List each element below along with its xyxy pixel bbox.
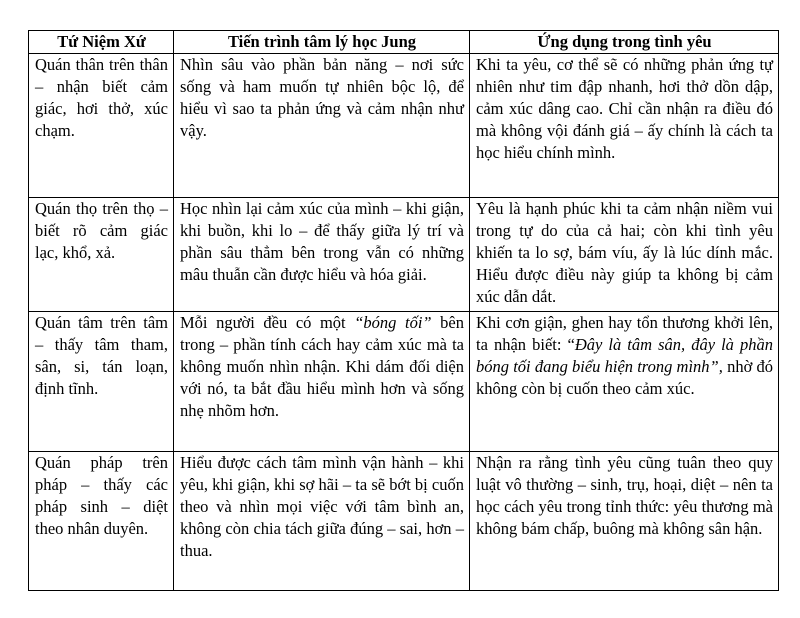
cell-jung: Nhìn sâu vào phần bản năng – nơi sức sống và ham muốn tự nhiên bộc lộ, để hiểu vì sao ta phản ứng và cảm nhận như vậy. — [174, 54, 470, 198]
cell-love-text — [476, 312, 773, 400]
cell-love: Khi ta yêu, cơ thể sẽ có những phản ứng tự nhiên như tim đập nhanh, hơi thở dồn dập, cảm xúc dâng cao. Chỉ cần nhận ra điều đó mà không vội đánh giá – ấy chính là cách ta học hiểu chính mình. — [470, 54, 779, 198]
table-row — [29, 452, 779, 591]
cell-jung-text-end: bên trong – phần tính cách hay cảm xúc mà ta không muốn nhìn nhận. Khi dám đối diện với nó, ta bắt đầu hiểu mình hơn và sống nhẹ nhõm hơn. — [180, 313, 464, 420]
cell-foundation: Quán tâm trên tâm – thấy tâm tham, sân, si, tán loạn, định tĩnh. — [29, 312, 174, 452]
cell-jung-text-start: Mỗi người đều có một — [180, 313, 355, 332]
comparison-table — [28, 30, 779, 591]
cell-jung — [174, 312, 470, 452]
cell-foundation: Quán thọ trên thọ – biết rõ cảm giác lạc, khổ, xả. — [29, 198, 174, 312]
table-row — [29, 198, 779, 312]
header-four-foundations: Tứ Niệm Xứ — [29, 31, 174, 54]
cell-jung-italic-term: “bóng tối” — [354, 313, 432, 332]
cell-love — [470, 312, 779, 452]
cell-foundation: Quán pháp trên pháp – thấy các pháp sinh – diệt theo nhân duyên. — [29, 452, 174, 591]
table-row — [29, 312, 779, 452]
cell-love-italic-quote: Đây là tâm sân, đây là phần bóng tối đang biểu hiện trong mình”, — [476, 335, 773, 376]
cell-love-text-end: nhờ đó không còn bị cuốn theo cảm xúc. — [476, 357, 773, 398]
table-row — [29, 54, 779, 198]
cell-jung-text — [180, 312, 464, 422]
cell-jung: Hiểu được cách tâm mình vận hành – khi yêu, khi giận, khi sợ hãi – ta sẽ bớt bị cuốn theo và nhìn mọi việc với tâm bình an, không còn chia tách giữa đúng – sai, hơn – thua. — [174, 452, 470, 591]
cell-foundation: Quán thân trên thân – nhận biết cảm giác, hơi thở, xúc chạm. — [29, 54, 174, 198]
table-header-row — [29, 31, 779, 54]
cell-jung: Học nhìn lại cảm xúc của mình – khi giận, khi buồn, khi lo – để thấy giữa lý trí và phần sâu thẳm bên trong vẫn có những mâu thuẫn cần được hiểu và hóa giải. — [174, 198, 470, 312]
header-jung-process: Tiến trình tâm lý học Jung — [174, 31, 470, 54]
header-love-application: Ứng dụng trong tình yêu — [470, 31, 779, 54]
cell-love: Nhận ra rằng tình yêu cũng tuân theo quy luật vô thường – sinh, trụ, hoại, diệt – nên ta học cách yêu trong tỉnh thức: yêu thương mà không bám chấp, buông mà không sân hận. — [470, 452, 779, 591]
cell-love: Yêu là hạnh phúc khi ta cảm nhận niềm vui trong tự do của cả hai; còn khi tình yêu khiến ta lo sợ, bám víu, ấy là lúc dính mắc. Hiểu được điều này giúp ta không bị cảm xúc dẫn dắt. — [470, 198, 779, 312]
cell-love-text-start: Khi cơn giận, ghen hay tổn thương khởi lên, ta nhận biết: “ — [476, 313, 773, 354]
